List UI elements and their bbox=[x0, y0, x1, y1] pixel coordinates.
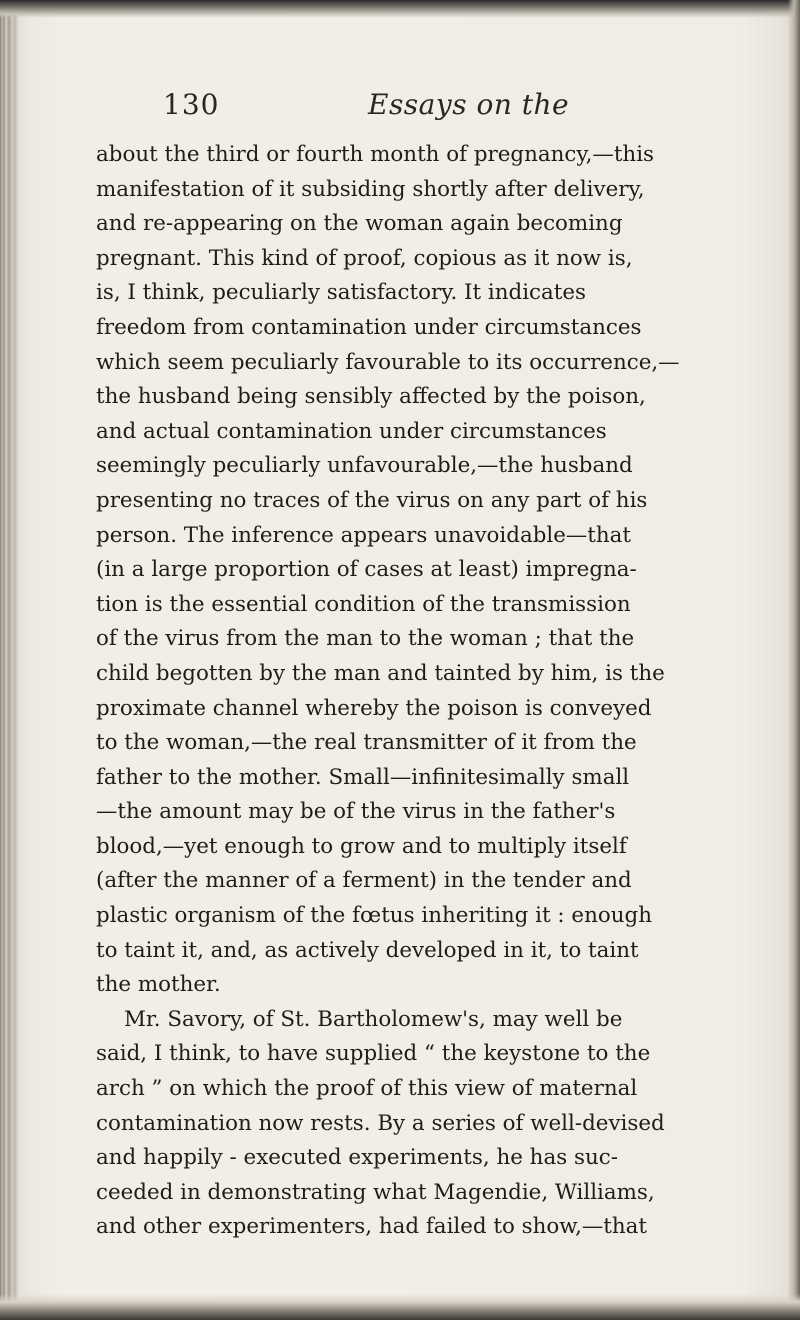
text-line: which seem peculiarly favourable to its occurrence,— bbox=[96, 349, 680, 375]
text-line: blood,—yet enough to grow and to multiply itself bbox=[96, 833, 627, 859]
page-binding-edge bbox=[0, 0, 18, 1320]
text-line: about the third or fourth month of pregnancy,—this bbox=[96, 142, 655, 167]
text-line: to taint it, and, as actively developed in it, to taint bbox=[96, 937, 639, 963]
text-line: said, I think, to have supplied “ the keystone to the bbox=[96, 1041, 651, 1067]
text-line: tion is the essential condition of the transmission bbox=[96, 591, 631, 617]
text-line: is, I think, peculiarly satisfactory. It indicates bbox=[96, 280, 587, 306]
text-line: —the amount may be of the virus in the father's bbox=[96, 799, 616, 825]
text-line: arch ” on which the proof of this view of maternal bbox=[96, 1076, 638, 1102]
text-line: (in a large proportion of cases at least) impregna- bbox=[96, 557, 637, 583]
text-line: seemingly peculiarly unfavourable,—the husband bbox=[96, 453, 633, 479]
text-line: and other experimenters, had failed to show,—that bbox=[96, 1214, 647, 1240]
page-header bbox=[163, 88, 723, 128]
text-line: to the woman,—the real transmitter of it from the bbox=[96, 730, 637, 756]
text-line: of the virus from the man to the woman ; that the bbox=[96, 626, 635, 652]
text-line: plastic organism of the fœtus inheriting it : enough bbox=[96, 903, 652, 929]
text-line: the mother. bbox=[96, 972, 221, 998]
text-line: and happily - executed experiments, he has suc- bbox=[96, 1145, 618, 1171]
text-line: father to the mother. Small—infinitesimally small bbox=[96, 764, 630, 790]
text-line: the husband being sensibly affected by the poison, bbox=[96, 384, 646, 410]
page-top-shadow bbox=[0, 0, 800, 18]
text-line: pregnant. This kind of proof, copious as it now is, bbox=[96, 245, 633, 271]
text-line: contamination now rests. By a series of well-devised bbox=[96, 1110, 665, 1136]
body-text bbox=[96, 138, 796, 1245]
page-bottom-shadow bbox=[0, 1294, 800, 1320]
text-line: proximate channel whereby the poison is conveyed bbox=[96, 695, 652, 721]
text-line: child begotten by the man and tainted by him, is the bbox=[96, 660, 665, 686]
paragraph-start-line: Mr. Savory, of St. Bartholomew's, may well be bbox=[124, 1006, 623, 1032]
page-number: 130 bbox=[163, 88, 220, 121]
text-line: (after the manner of a ferment) in the tender and bbox=[96, 868, 632, 894]
text-line: presenting no traces of the virus on any part of his bbox=[96, 487, 648, 513]
running-title: Essays on the bbox=[368, 88, 570, 121]
text-line: person. The inference appears unavoidable—that bbox=[96, 522, 632, 548]
text-line: manifestation of it subsiding shortly after delivery, bbox=[96, 176, 645, 202]
text-line: freedom from contamination under circumstances bbox=[96, 314, 642, 340]
text-line: ceeded in demonstrating what Magendie, Williams, bbox=[96, 1179, 655, 1205]
text-line: and re-appearing on the woman again becoming bbox=[96, 211, 623, 237]
text-line: and actual contamination under circumstances bbox=[96, 418, 607, 444]
